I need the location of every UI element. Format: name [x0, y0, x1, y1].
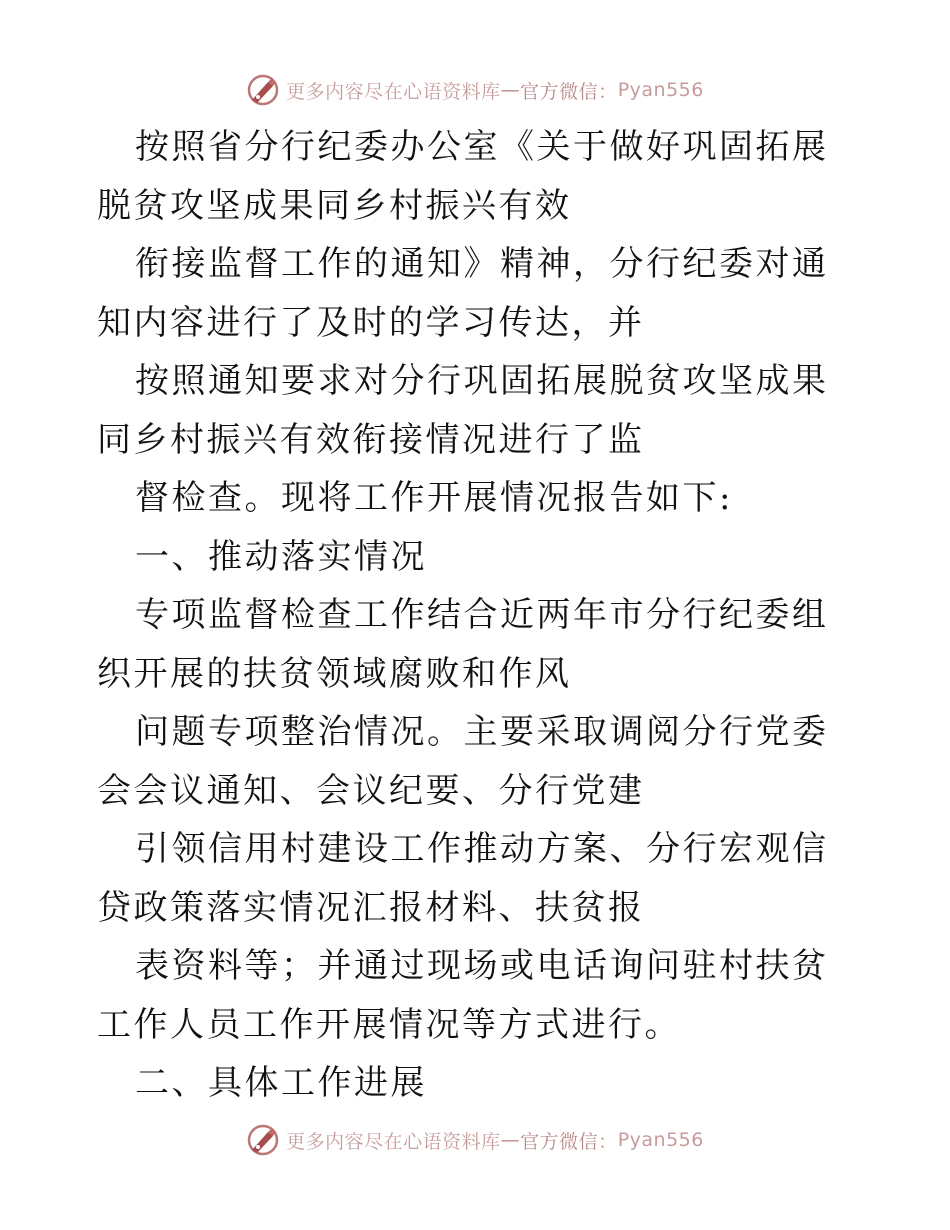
paragraph-5: 专项监督检查工作结合近两年市分行纪委组织开展的扶贫领域腐败和作风 [97, 595, 829, 694]
header-watermark [0, 70, 950, 110]
pen-logo-icon [246, 73, 280, 107]
paragraph-2: 衔接监督工作的通知》精神，分行纪委对通知内容进行了及时的学习传达，并 [97, 244, 829, 343]
watermark-wechat-id: Pyan556 [617, 1129, 704, 1151]
paragraph-4: 督检查。现将工作开展情况报告如下: [135, 478, 733, 518]
document-body [97, 118, 857, 1113]
paragraph-7: 引领信用村建设工作推动方案、分行宏观信贷政策落实情况汇报材料、扶贫报 [97, 829, 829, 928]
watermark-separator: — [500, 1129, 521, 1151]
watermark-separator: — [500, 79, 521, 101]
section-heading-2: 二、具体工作进展 [135, 1063, 427, 1103]
watermark-wechat-id: Pyan556 [617, 79, 704, 101]
section-heading-1: 一、推动落实情况 [135, 536, 427, 577]
watermark-wechat-label: 官方微信： [520, 1130, 618, 1153]
paragraph-8: 表资料等；并通过现场或电话询问驻村扶贫工作人员工作开展情况等方式进行。 [97, 946, 829, 1045]
watermark-title: 更多内容尽在心语资料库 [286, 1130, 501, 1153]
paragraph-6: 问题专项整治情况。主要采取调阅分行党委会会议通知、会议纪要、分行党建 [97, 712, 829, 811]
pen-logo-icon [246, 1123, 280, 1157]
watermark-wechat-label: 官方微信： [520, 80, 618, 103]
footer-watermark [0, 1120, 950, 1160]
paragraph-1: 按照省分行纪委办公室《关于做好巩固拓展脱贫攻坚成果同乡村振兴有效 [97, 127, 829, 226]
paragraph-3: 按照通知要求对分行巩固拓展脱贫攻坚成果同乡村振兴有效衔接情况进行了监 [97, 361, 829, 460]
watermark-title: 更多内容尽在心语资料库 [286, 80, 501, 103]
